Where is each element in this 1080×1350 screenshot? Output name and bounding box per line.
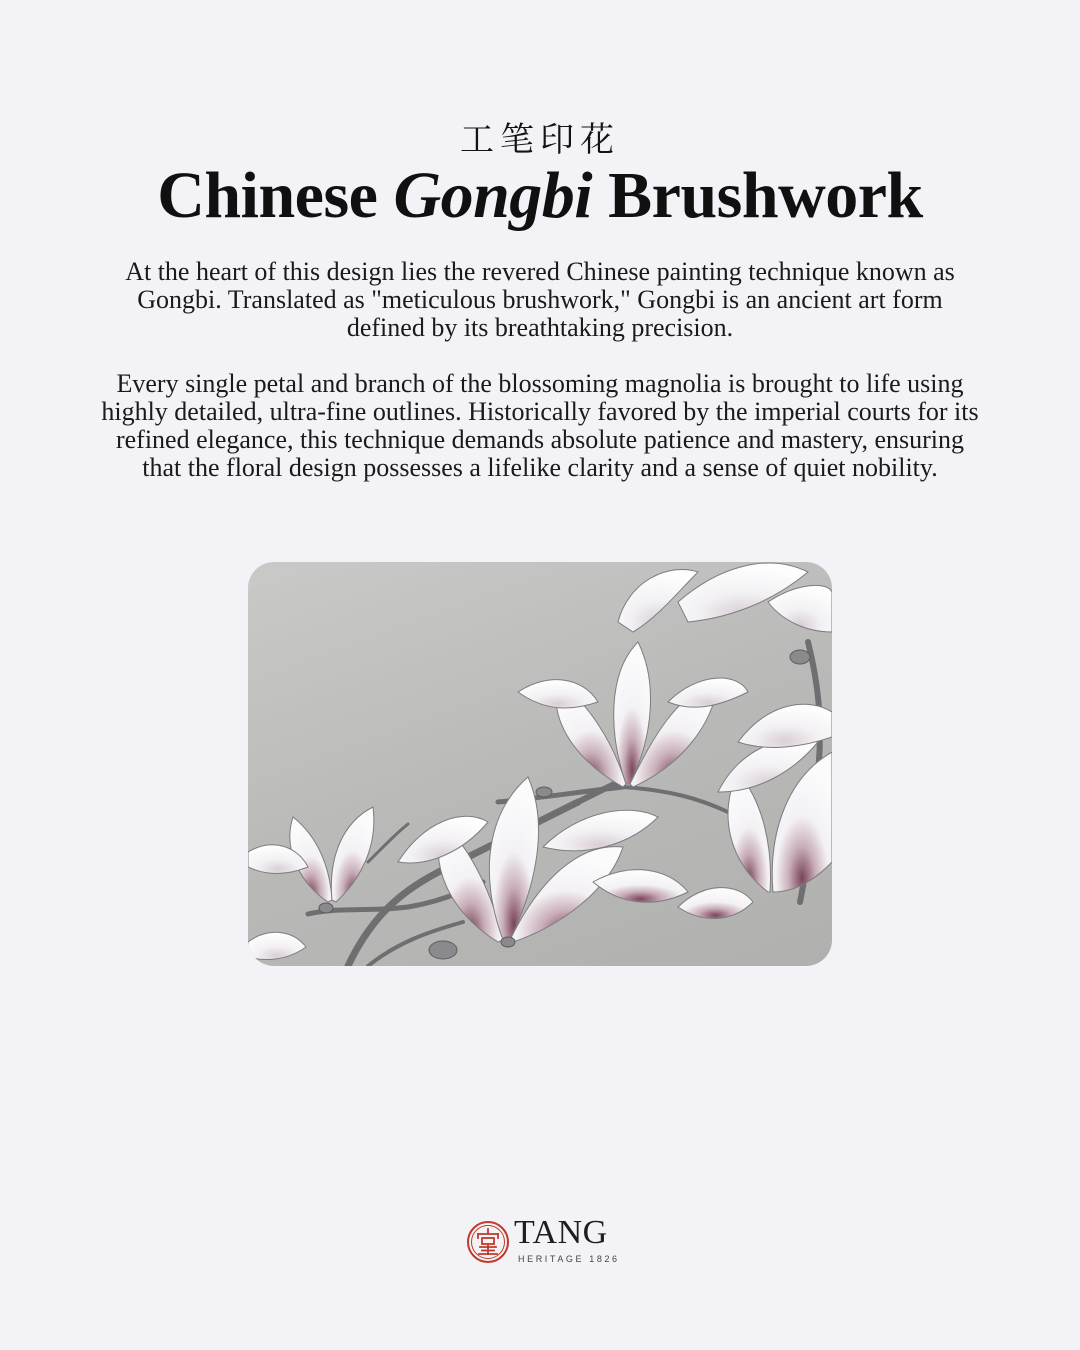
brand-tagline: HERITAGE 1826 bbox=[518, 1254, 620, 1264]
magnolia-painting bbox=[248, 562, 832, 966]
magnolia-painting-icon bbox=[248, 562, 832, 966]
brand-logo[interactable] bbox=[466, 1214, 620, 1274]
brand-name: TANG bbox=[514, 1214, 608, 1251]
intro-paragraph: At the heart of this design lies the revered Chinese painting technique known as Gongbi. Translated as "meticulous brushwork," Gongbi is an ancient art form defined by its breathtaking precision. bbox=[125, 257, 955, 342]
chinese-title: 工笔印花 bbox=[460, 120, 620, 160]
detail-paragraph: Every single petal and branch of the blossoming magnolia is brought to life using highly detailed, ultra-fine outlines. Historically favored by the imperial courts for its refined elegance, this technique demands absolute patience and mastery, ensuring that the floral design possesses a lifelike clarity and a sense of quiet nobility. bbox=[101, 369, 979, 482]
title-italic: Gongbi bbox=[393, 159, 593, 232]
page-title bbox=[0, 158, 1080, 234]
seal-icon bbox=[466, 1220, 510, 1264]
title-suffix: Brushwork bbox=[608, 159, 923, 232]
title-prefix: Chinese bbox=[157, 159, 378, 232]
